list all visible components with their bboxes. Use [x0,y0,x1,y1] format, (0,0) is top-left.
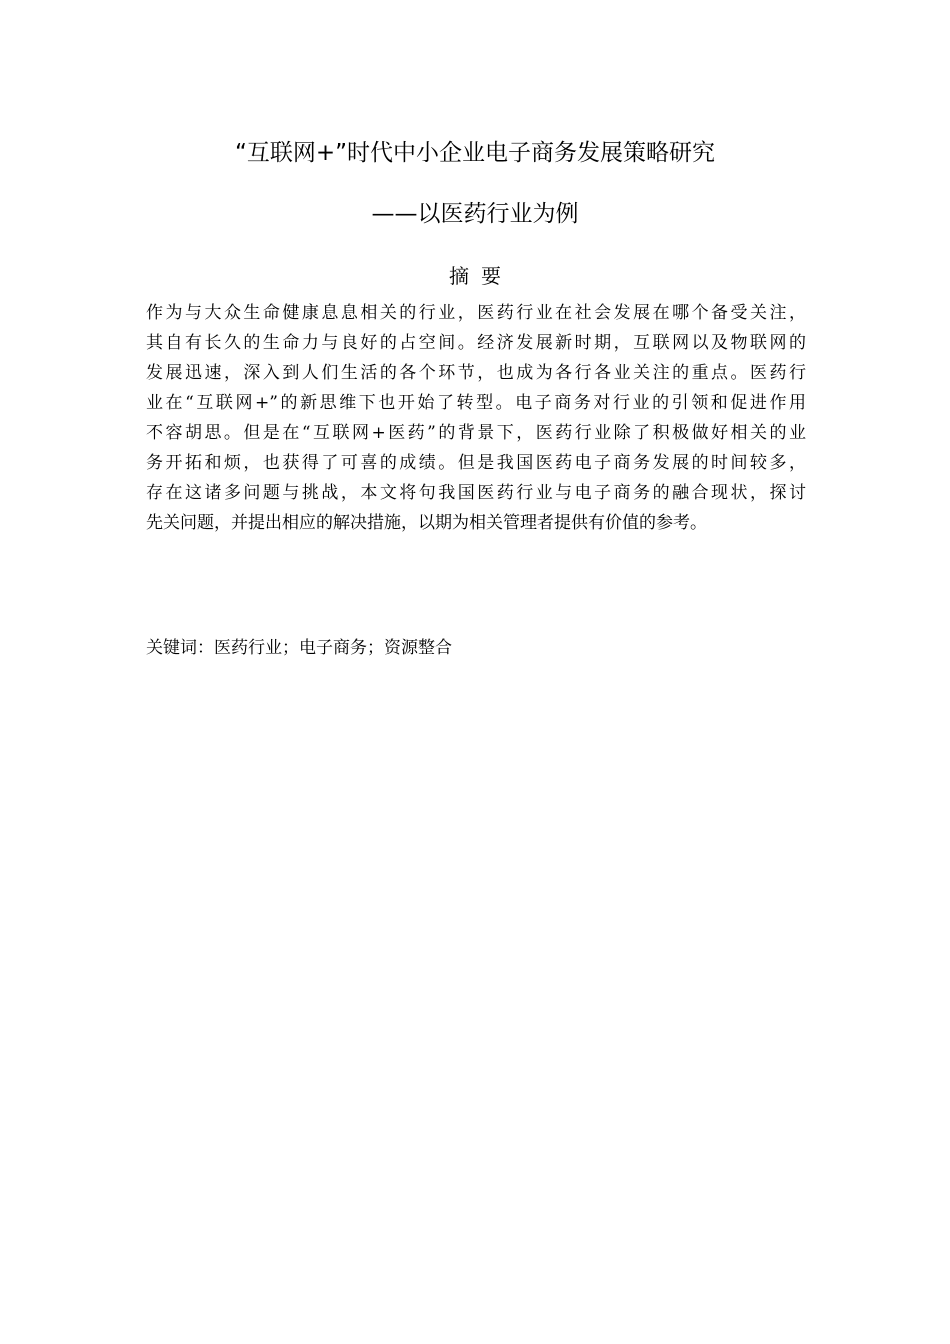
abstract-body [146,298,806,538]
keywords-line: 关键词：医药行业；电子商务；资源整合 [146,638,452,658]
abstract-line: 存在这诸多问题与挑战，本文将句我国医药行业与电子商务的融合现状，探讨 [146,483,806,503]
abstract-line: 业在“互联网+”的新思维下也开始了转型。电子商务对行业的引领和促进作用 [146,393,806,413]
abstract-heading: 摘要 [449,264,513,288]
paper-subtitle: ——以医药行业为例 [371,201,579,227]
abstract-line: 务开拓和烦，也获得了可喜的成绩。但是我国医药电子商务发展的时间较多， [146,453,806,473]
abstract-line: 先关问题，并提出相应的解决措施，以期为相关管理者提供有价值的参考。 [146,513,707,533]
abstract-line: 其自有长久的生命力与良好的占空间。经济发展新时期，互联网以及物联网的 [146,333,806,353]
paper-title: “互联网+”时代中小企业电子商务发展策略研究 [234,140,716,166]
abstract-line: 作为与大众生命健康息息相关的行业，医药行业在社会发展在哪个备受关注， [146,303,806,323]
abstract-line: 发展迅速，深入到人们生活的各个环节，也成为各行各业关注的重点。医药行 [146,363,806,383]
abstract-line: 不容胡思。但是在“互联网+医药”的背景下，医药行业除了积极做好相关的业 [146,423,806,443]
